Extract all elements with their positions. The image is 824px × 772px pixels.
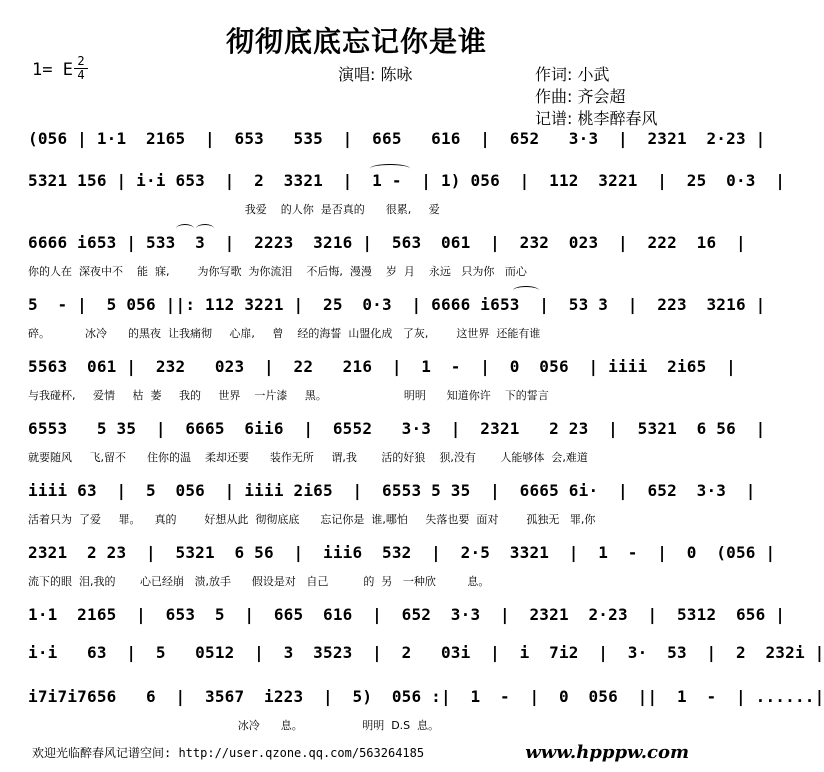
notation-line: iiii 63 | 5 056 | iiii 2i65 | 6553 5 35 | 6665 6i· | 652 3·3 | [28,481,756,500]
score-row [28,686,824,734]
lyric-line: 你的人在 深夜中不 能 寐, 为你写歌 为你流泪 不后悔, 漫漫 岁 月 永远 只为你 而心 [28,265,527,278]
footer-text: 欢迎光临醉春风记谱空间: http://user.qzone.qq.com/563264185 [32,746,425,760]
score-row [28,542,776,590]
lyric-line: 冰冷 息。 明明 D.S 息。 [28,719,440,732]
score-row [28,170,786,218]
notation-line: 5563 061 | 232 023 | 22 216 | 1 - | 0 056 | iiii 2i65 | [28,357,736,376]
lyric-line: 与我碰杯, 爱情 枯 萎 我的 世界 一片漆 黑。 明明 知道你许 下的誓言 [28,389,549,402]
score-row [28,480,756,528]
score-row [28,642,824,680]
notation-line: 6666 i653 | 533 3 | 2223 3216 | 563 061 | 232 023 | 222 16 | [28,233,746,252]
notation-line: 1·1 2165 | 653 5 | 665 616 | 652 3·3 | 2321 2·23 | 5312 656 | [28,605,786,624]
lyric-line: 碎。 冰冷 的黑夜 让我痛彻 心扉, 曾 经的海誓 山盟化成 了灰, 这世界 还能有谁 [28,327,541,340]
notation-line: i·i 63 | 5 0512 | 3 3523 | 2 03i | i 7i2 | 3· 53 | 2 232i | [28,643,824,662]
transcriber-credit: 记谱: 桃李醉春风 [535,109,658,128]
score-row [28,418,766,466]
slur-mark [513,286,539,295]
notation-line: 6553 5 35 | 6665 6ii6 | 6552 3·3 | 2321 2 23 | 5321 6 56 | [28,419,766,438]
notation-line: 2321 2 23 | 5321 6 56 | iii6 532 | 2·5 3321 | 1 - | 0 (056 | [28,543,776,562]
notation-line: i7i7i7656 6 | 3567 i223 | 5) 056 :| 1 - | 0 056 || 1 - | ......| [28,687,824,706]
lyricist-credit: 作词: 小武 [535,65,610,84]
notation-line: (056 | 1·1 2165 | 653 535 | 665 616 | 652 3·3 | 2321 2·23 | [28,129,766,148]
score-row [28,128,766,176]
composer-credit: 作曲: 齐会超 [535,87,626,106]
slur-mark [196,224,214,233]
lyric-line [28,626,690,642]
slur-mark [370,164,410,173]
time-signature-top: 2 [74,55,88,69]
time-signature [74,55,88,82]
lyric-line: 活着只为 了爱 罪。 真的 好想从此 彻彻底底 忘记你是 谁,哪怕 失落也要 面对 孤独无 罪,你 [28,513,596,526]
notation-line: 5 - | 5 056 ||: 112 3221 | 25 0·3 | 6666 i653 | 53 3 | 223 3216 | [28,295,766,314]
score-row [28,604,786,642]
score-row [28,356,736,404]
lyric-line: 就要随风 飞,留不 住你的温 柔却还要 装作无所 谓,我 活的好狼 狈,没有 人能够体 会,难道 [28,451,588,464]
key-signature: 1= E [32,60,73,80]
lyric-line [28,664,690,680]
singer-credit: 演唱: 陈咏 [338,65,413,84]
score-row [28,294,766,342]
lyric-line: 我爱 的人你 是否真的 很累, 爱 [28,203,440,216]
time-signature-bottom: 4 [77,68,85,82]
score-row [28,232,746,280]
lyric-line: 流下的眼 泪,我的 心已经崩 溃,放手 假设是对 自己 的 另 一种欣 息。 [28,575,490,588]
notation-line: 5321 156 | i·i 653 | 2 3321 | 1 - | 1) 056 | 112 3221 | 25 0·3 | [28,171,786,190]
slur-mark [176,224,194,233]
brand-watermark: www.hpppw.com [525,742,689,763]
song-title: 彻彻底底忘记你是谁 [225,25,487,58]
